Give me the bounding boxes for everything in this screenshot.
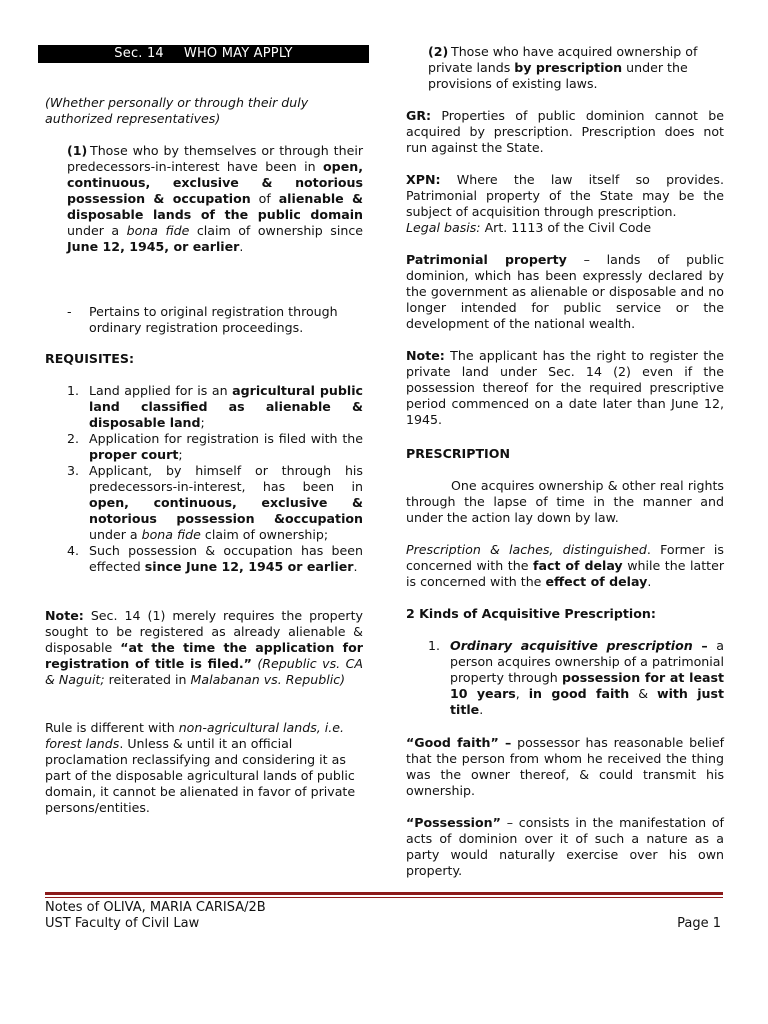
xpn-paragraph: XPN: Where the law itself so provides. Patrimonial property of the State may be the subject of acquisition through prescription. Legal basis: Art. 1113 of the Civil Code — [406, 172, 724, 235]
list-item: 4. Such possession & occupation has been effected since June 12, 1945 or earlier. — [67, 543, 363, 574]
rule-paragraph: Rule is different with non-agricultural lands, i.e. forest lands. Unless & until it an official proclamation reclassifying and considering it as part of the disposable agricultural lands of public domain, it cannot be alienated in favor of private persons/entities. — [45, 720, 356, 815]
footer-school-row — [45, 916, 723, 932]
left-note: Note: Sec. 14 (1) merely requires the property sought to be registered as already alienable & disposable “at the time the application for registration of title is filed.” (Republic vs. CA & Naguit; reiterated in Malabanan vs. Republic) — [45, 608, 363, 687]
patrimonial-paragraph: Patrimonial property – lands of public dominion, which has been expressly declared by the government as alienable or disposable and no longer intended for public service or the development of the national wealth. — [406, 252, 724, 331]
item-1-number: (1) — [67, 143, 88, 158]
item-2 — [428, 44, 724, 92]
prescription-text: One acquires ownership & other real rights through the lapse of time in the manner and under the action lay down by law. — [406, 478, 724, 525]
section-number: Sec. 14 — [114, 46, 164, 61]
footer-divider-thin — [45, 897, 723, 898]
item-2-number: (2) — [428, 44, 449, 59]
dash-text: Pertains to original registration through ordinary registration proceedings. — [89, 304, 338, 335]
footer-divider — [45, 892, 723, 895]
right-note: Note: The applicant has the right to register the private land under Sec. 14 (2) even if the possession thereof for the required prescriptive period commenced on a date later than June 12, 1945. — [406, 348, 724, 427]
section-title: WHO MAY APPLY — [183, 46, 293, 61]
item-1 — [67, 143, 363, 255]
section-header-bar — [38, 45, 369, 63]
laches-paragraph: Prescription & laches, distinguished. Former is concerned with the fact of delay while the latter is concerned with the effect of delay. — [406, 542, 725, 589]
kinds-heading: 2 Kinds of Acquisitive Prescription: — [406, 606, 656, 621]
dash-item — [67, 304, 363, 336]
good-faith-paragraph: “Good faith” – possessor has reasonable belief that the person from whom he received the thing was the owner thereof, & could transmit his ownership. — [406, 735, 725, 798]
list-item: 3. Applicant, by himself or through his predecessors-in-interest, has been in open, continuous, exclusive & notorious possession &occupation under a bona fide claim of ownership; — [67, 463, 363, 542]
list-item: 2. Application for registration is filed with the proper court; — [67, 431, 363, 462]
item-1-text: Those who by themselves or through their predecessors-in-interest have been in open, continuous, exclusive & notorious possession & occupation of alienable & disposable lands of the public domain under a bona fide claim of ownership since June 12, 1945, or earlier. — [67, 143, 363, 254]
item-2-text: Those who have acquired ownership of private lands by prescription under the provisions of existing laws. — [428, 44, 698, 91]
requisites-heading: REQUISITES: — [45, 351, 134, 366]
gr-paragraph: GR: Properties of public dominion cannot be acquired by prescription. Prescription does not run against the State. — [406, 108, 724, 155]
dash-bullet: - — [67, 304, 72, 319]
page-number: Page 1 — [677, 916, 721, 931]
footer-school: UST Faculty of Civil Law — [45, 916, 200, 931]
possession-paragraph: “Possession” – consists in the manifestation of acts of dominion over it of such a nature as a party would naturally exercise over his own property. — [406, 815, 724, 878]
list-item: 1. Land applied for is an agricultural public land classified as alienable & disposable land; — [67, 383, 363, 430]
list-item: 1. Ordinary acquisitive prescription – a person acquires ownership of a patrimonial property through possession for at least 10 years, in good faith & with just title. — [428, 638, 725, 717]
intro-text: (Whether personally or through their duly authorized representatives) — [45, 95, 309, 126]
requisites-list — [45, 383, 363, 575]
prescription-heading: PRESCRIPTION — [406, 446, 510, 461]
kinds-list — [406, 638, 724, 718]
footer-notes: Notes of OLIVA, MARIA CARISA/2B — [45, 900, 266, 915]
